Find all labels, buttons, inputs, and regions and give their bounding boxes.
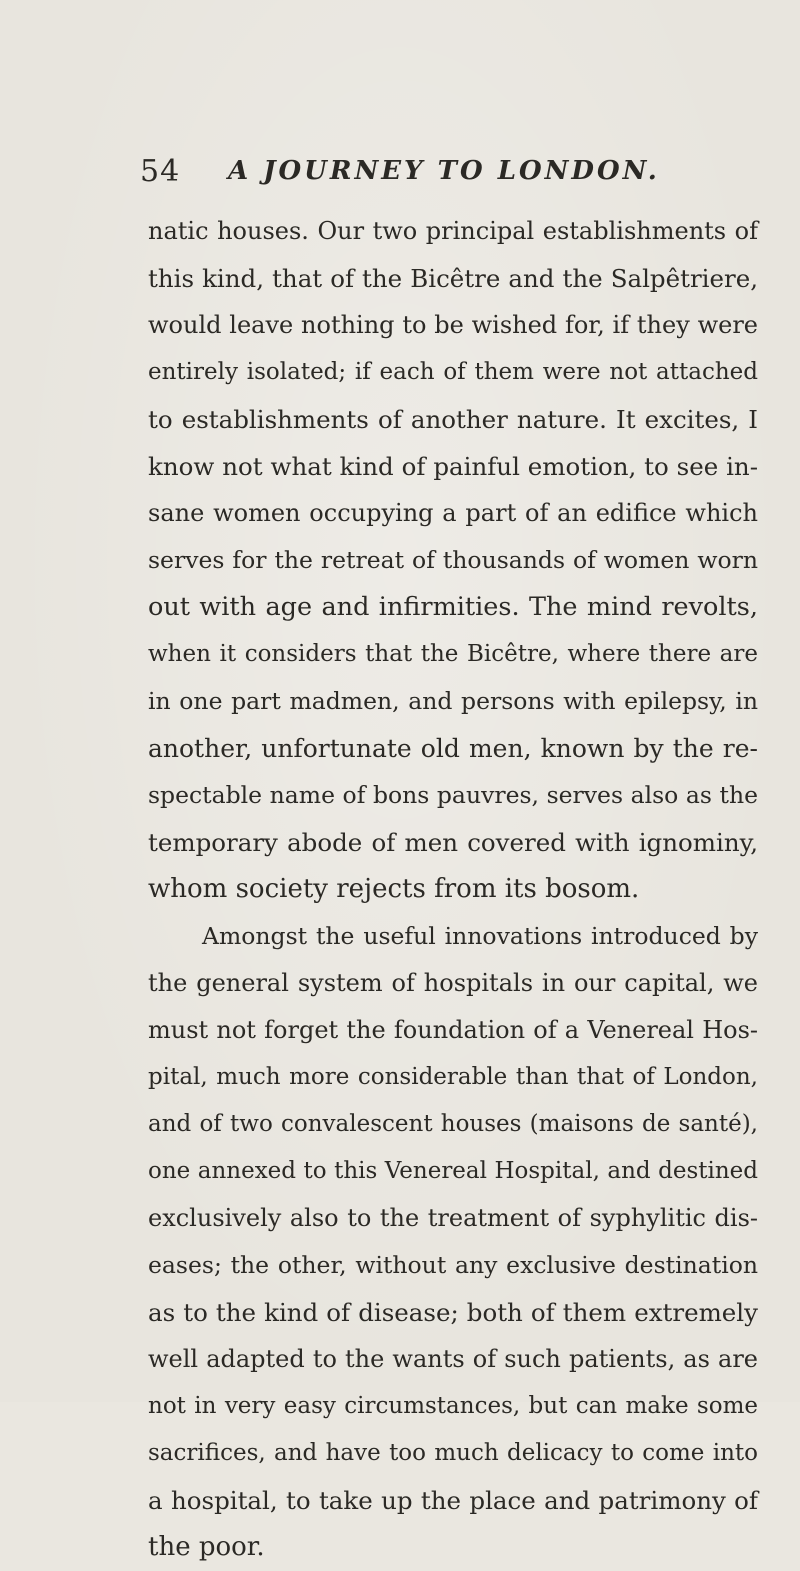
- paragraph-first-line: Amongst the useful innovations introduced by: [202, 922, 758, 950]
- text-line: temporary abode of men covered with ignominy,: [148, 828, 758, 857]
- text-line: and of two convalescent houses (maisons de santé),: [148, 1111, 758, 1137]
- paragraph-last-line: whom society rejects from its bosom.: [148, 874, 640, 904]
- page-number: 54: [140, 154, 181, 189]
- running-head: A JOURNEY TO LONDON.: [228, 156, 660, 186]
- text-line: the general system of hospitals in our capital, we: [148, 969, 758, 997]
- text-line: this kind, that of the Bicêtre and the Salpêtriere,: [148, 264, 758, 293]
- text-line: in one part madmen, and persons with epilepsy, in: [148, 687, 758, 715]
- text-line: spectable name of bons pauvres, serves also as the: [148, 781, 758, 809]
- text-line: as to the kind of disease; both of them extremely: [148, 1298, 758, 1327]
- body-text: [148, 208, 758, 1571]
- text-line: serves for the retreat of thousands of women worn: [148, 546, 758, 574]
- text-line: when it considers that the Bicêtre, where there are: [148, 641, 758, 667]
- text-line: eases; the other, without any exclusive destination: [148, 1251, 758, 1279]
- text-line: pital, much more considerable than that of London,: [148, 1064, 758, 1090]
- text-line: another, unfortunate old men, known by the re-: [148, 734, 758, 763]
- text-line: entirely isolated; if each of them were not attached: [148, 359, 758, 385]
- text-line: natic houses. Our two principal establishments of: [148, 217, 758, 245]
- text-line: would leave nothing to be wished for, if they were: [148, 311, 758, 339]
- paragraph-last-line: the poor.: [148, 1532, 265, 1562]
- text-line: exclusively also to the treatment of syphylitic dis-: [148, 1204, 758, 1232]
- text-line: a hospital, to take up the place and patrimony of: [148, 1486, 758, 1515]
- text-line: must not forget the foundation of a Venereal Hos-: [148, 1016, 758, 1044]
- text-line: sacrifices, and have too much delicacy to come into: [148, 1440, 758, 1466]
- text-line: out with age and infirmities. The mind revolts,: [148, 592, 758, 622]
- text-line: well adapted to the wants of such patients, as are: [148, 1345, 758, 1373]
- text-line: one annexed to this Venereal Hospital, and destined: [148, 1158, 758, 1184]
- text-line: to establishments of another nature. It excites, I: [148, 405, 758, 434]
- text-line: not in very easy circumstances, but can make some: [148, 1393, 758, 1419]
- text-line: sane women occupying a part of an edifice which: [148, 499, 758, 527]
- text-line: know not what kind of painful emotion, to see in-: [148, 452, 758, 481]
- page-header: [140, 154, 730, 194]
